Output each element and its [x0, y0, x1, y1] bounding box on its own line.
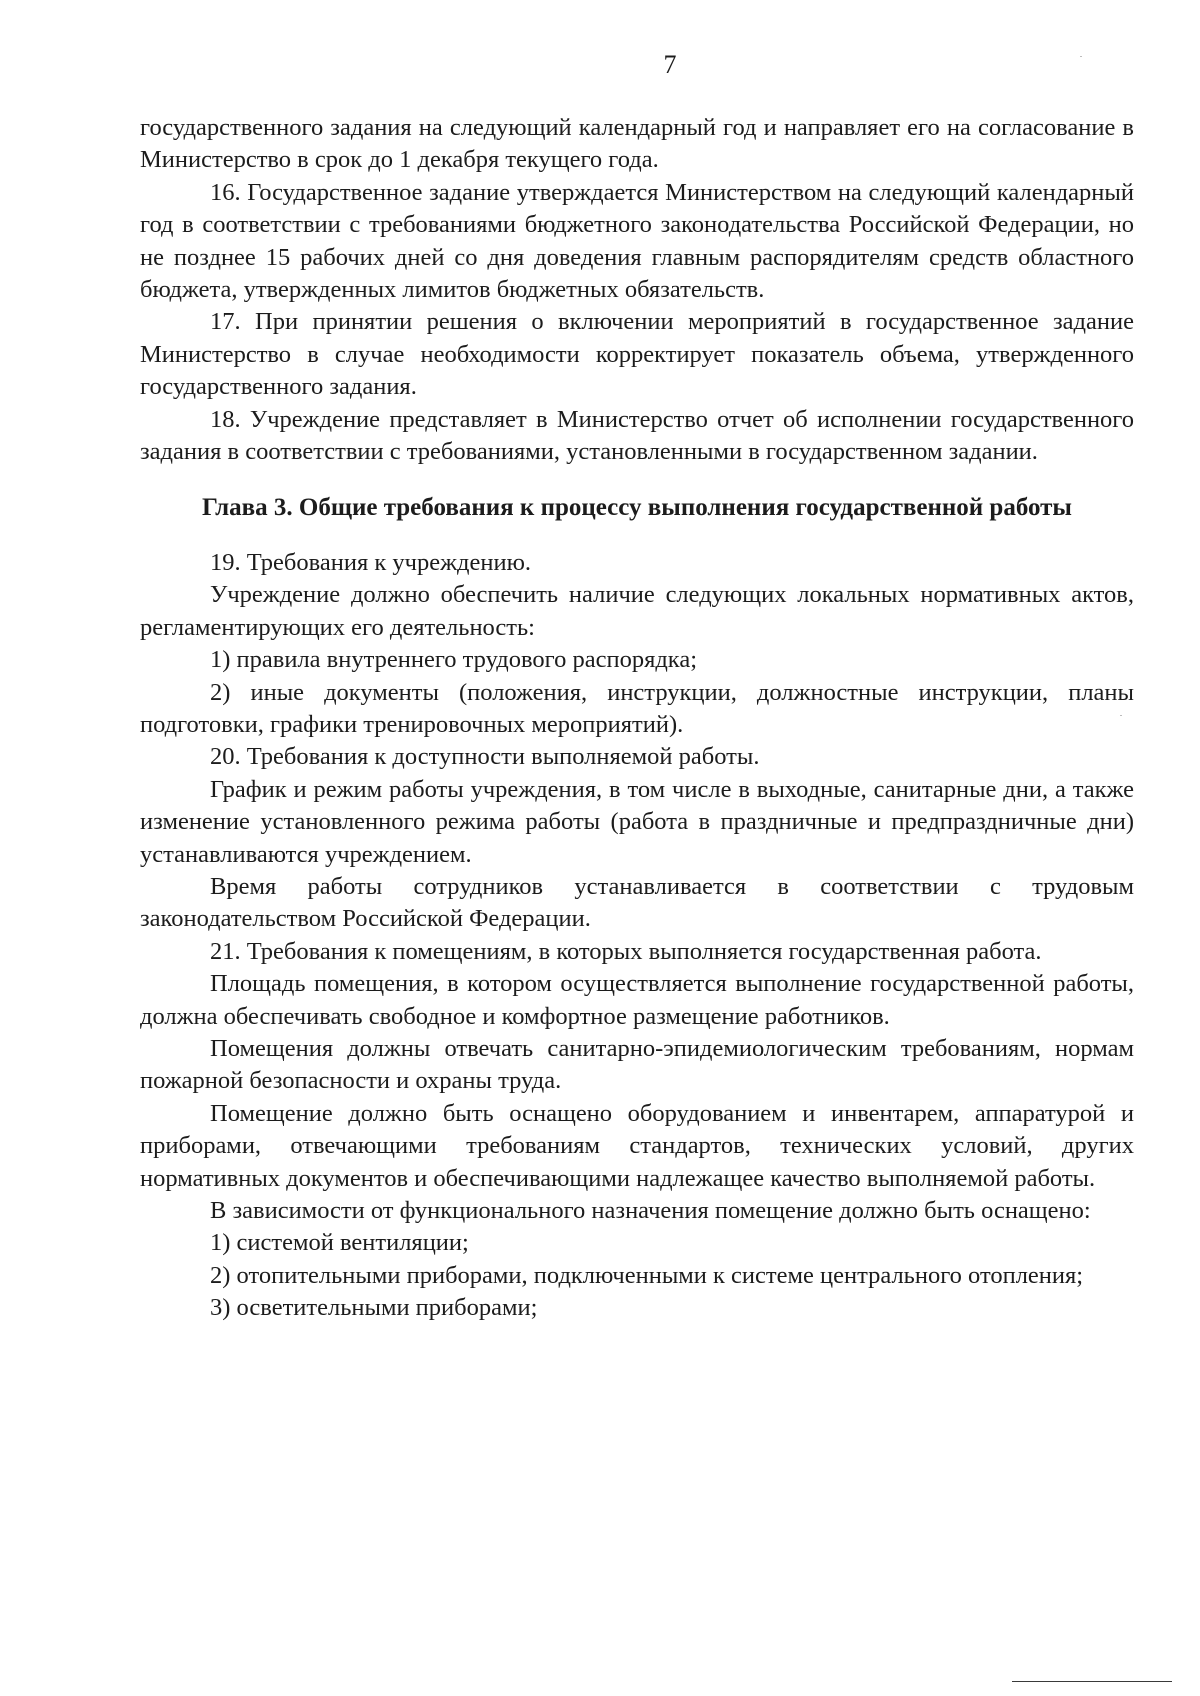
list-item-other-documents: 2) иные документы (положения, инструкции, должностные инструкции, планы подготовки, графики тренировочных мероприятий).: [140, 678, 1134, 738]
paragraph-item-18: 18. Учреждение представляет в Министерство отчет об исполнении государственного задания в соответствии с требованиями, установленными в государственном задании.: [140, 405, 1134, 466]
paragraph-local-acts: Учреждение должно обеспечить наличие следующих локальных нормативных актов, регламентирующих его деятельность:: [140, 581, 1134, 641]
paragraph-premises-area: Площадь помещения, в котором осуществляется выполнение государственной работы, должна обеспечивать свободное и комфортное размещение работников.: [140, 970, 1134, 1030]
paragraph-work-schedule: График и режим работы учреждения, в том числе в выходные, санитарные дни, а также изменение установленного режима работы (работа в праздничные и предпраздничные дни) устанавливаются учреждением.: [140, 775, 1134, 868]
scan-speck: [1080, 56, 1082, 57]
list-item-lighting: 3) осветительными приборами;: [210, 1294, 538, 1322]
paragraph-equipment: Помещение должно быть оснащено оборудованием и инвентарем, аппаратурой и приборами, отвечающими требованиям стандартов, технических условий, других нормативных документов и обеспечивающими надлежащее качество выполняемой работы.: [140, 1099, 1134, 1192]
footer-rule: [1012, 1681, 1172, 1682]
list-item-ventilation: 1) системой вентиляции;: [210, 1229, 469, 1257]
paragraph-item-20: 20. Требования к доступности выполняемой работы.: [210, 743, 760, 771]
paragraph-sanitary-requirements: Помещения должны отвечать санитарно-эпидемиологическим требованиям, нормам пожарной безопасности и охраны труда.: [140, 1034, 1134, 1095]
paragraph-item-16: 16. Государственное задание утверждается Министерством на следующий календарный год в соответствии с требованиями бюджетного законодательства Российской Федерации, но не позднее 15 рабочих дней со дня доведения главным распорядителям средств областного бюджета, утвержденных лимитов бюджетных обязательств.: [140, 178, 1134, 304]
chapter-heading: Глава 3. Общие требования к процессу выполнения государственной работы: [202, 494, 1072, 522]
page-number: 7: [663, 50, 677, 79]
paragraph-functional-purpose: В зависимости от функционального назначения помещение должно быть оснащено:: [210, 1197, 1091, 1224]
document-body: [140, 112, 1134, 1325]
paragraph-continuation: государственного задания на следующий календарный год и направляет его на согласование в Министерство в срок до 1 декабря текущего года.: [140, 114, 1134, 174]
list-item-internal-rules: 1) правила внутреннего трудового распорядка;: [210, 646, 698, 674]
paragraph-item-17: 17. При принятии решения о включении мероприятий в государственное задание Министерство в случае необходимости корректирует показатель объема, утвержденного государственного задания.: [140, 308, 1134, 401]
paragraph-item-21: 21. Требования к помещениям, в которых выполняется государственная работа.: [210, 937, 1042, 965]
scan-speck: [1120, 715, 1122, 716]
paragraph-staff-hours: Время работы сотрудников устанавливается в соответствии с трудовым законодательством Российской Федерации.: [140, 872, 1134, 933]
paragraph-item-19: 19. Требования к учреждению.: [210, 548, 532, 576]
list-item-heating: 2) отопительными приборами, подключенными к системе центрального отопления;: [210, 1261, 1084, 1289]
